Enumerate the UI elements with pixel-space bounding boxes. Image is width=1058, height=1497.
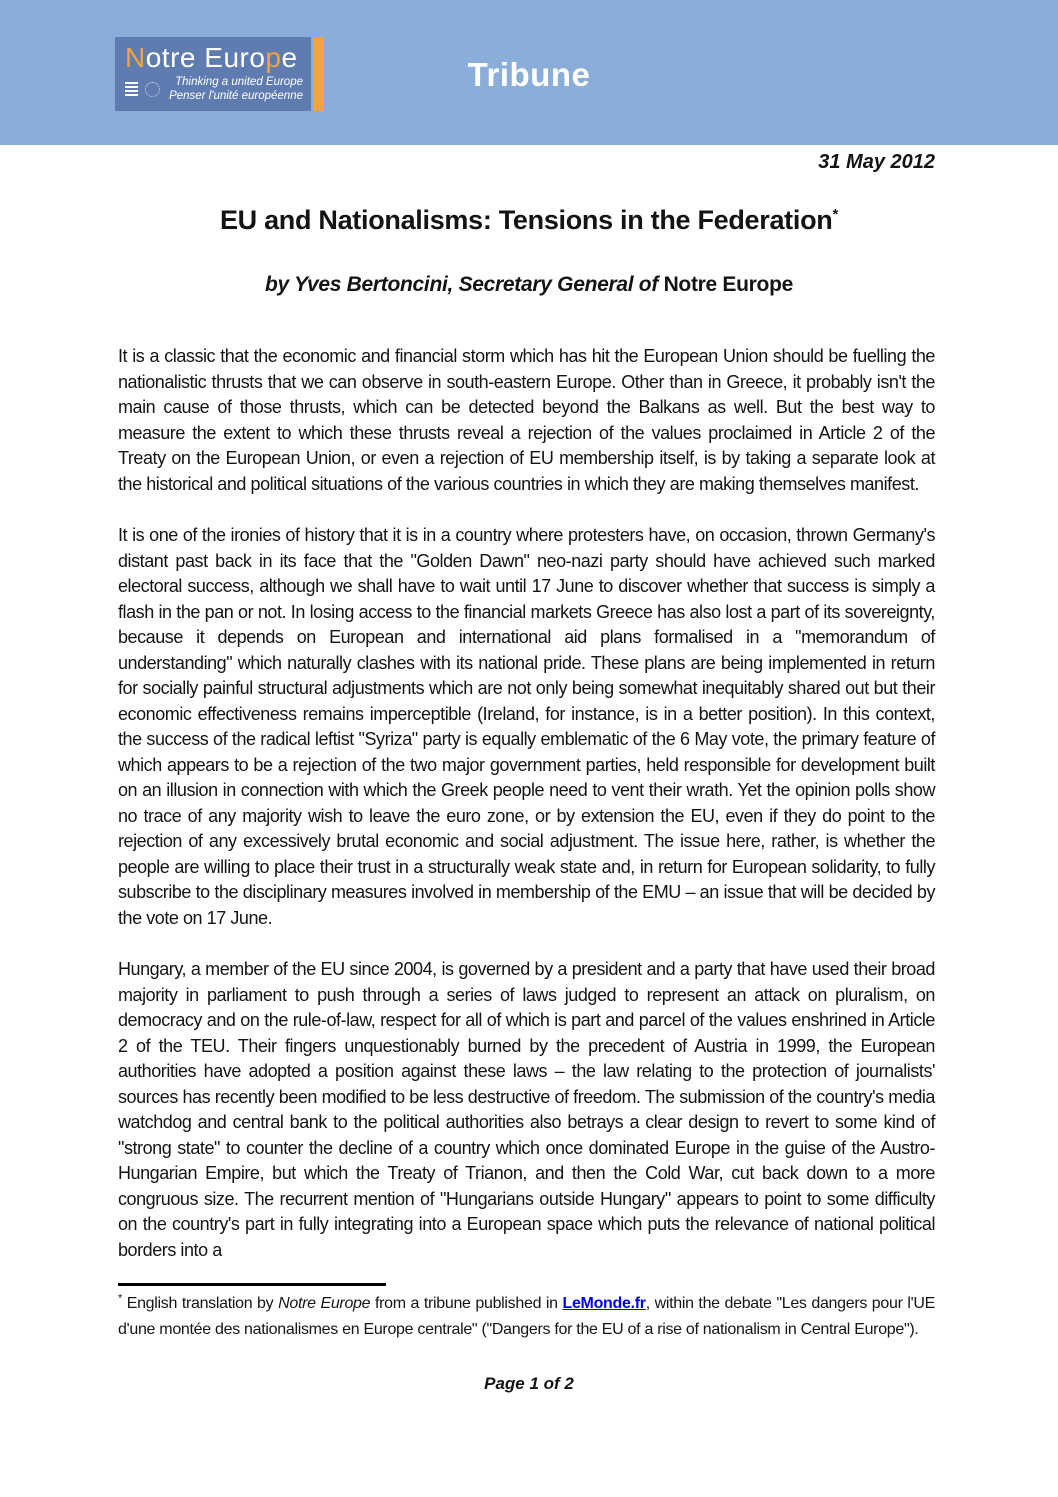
- footnote-text-1: English translation by: [121, 1295, 279, 1312]
- footnote: [118, 1291, 935, 1343]
- paragraph-3: Hungary, a member of the EU since 2004, is governed by a president and a party that have used their broad majority in parliament to push through a series of laws judged to represent an attack on pluralism, on democracy and on the rule-of-law, respect for all of which is part and parcel of the values enshrined in Article 2 of the TEU. Their fingers unquestionably burned by the precedent of Austria in 1999, the European authorities have adopted a position against these laws – the law relating to the protection of journalists' sources has recently been modified to be less destructive of freedom. The submission of the country's media watchdog and central bank to the political authorities also betrays a clear design to revert to some kind of "strong state" to counter the decline of a country which once dominated Europe in the guise of the Austro-Hungarian Empire, but which the Treaty of Trianon, and then the Cold War, cut back down to a more congruous size. The recurrent mention of "Hungarians outside Hungary" appears to point to some difficulty on the country's part in fully integrating into a European space which puts the relevance of national political borders into a: [118, 959, 935, 1260]
- footnote-separator: [118, 1283, 386, 1286]
- logo-brand-end: e: [281, 42, 298, 73]
- footnote-organization: Notre Europe: [278, 1295, 371, 1312]
- page-number: Page 1 of 2: [484, 1374, 574, 1393]
- title-footnote-mark: *: [832, 206, 839, 223]
- footnote-text-3: , within the debate "Les dangers pour l'UE d'une montée des nationalismes en Europe centrale" ("Dangers for the EU of a rise of nationalism in Central Europe").: [118, 1295, 935, 1338]
- date-line: 31 May 2012: [818, 151, 935, 173]
- footnote-area: [118, 1283, 935, 1343]
- logo-tagline-fr: Penser l'unité européenne: [169, 90, 303, 102]
- article-body: [118, 344, 935, 1289]
- footnote-mark: *: [118, 1292, 122, 1305]
- header-banner: [0, 0, 1058, 145]
- lemonde-link[interactable]: LeMonde.fr: [562, 1295, 646, 1312]
- article-title: [0, 205, 1058, 236]
- byline: [0, 273, 1058, 297]
- paragraph-2: It is one of the ironies of history that it is in a country where protesters have, on occasion, thrown Germany's distant past back in its face that the "Golden Dawn" neo-nazi party should have achieved such marked electoral success, although we shall have to wait until 17 June to discover whether that success is simply a flash in the pan or not. In losing access to the financial markets Greece has also lost a part of its sovereignty, because it depends on European and international aid plans formalised in a "memorandum of understanding" which naturally clashes with its national pride. These plans are being implemented in return for socially painful structural adjustments which are not only being somewhat inequitably shared out but their economic effectiveness remains imperceptible (Ireland, for instance, is in a better position). In this context, the success of the radical leftist "Syriza" party is equally emblematic of the 6 May vote, the primary feature of which appears to be a rejection of the two major government parties, held responsible for development built on an illusion in connection with which the Greek people need to vent their wrath. Yet the opinion polls show no trace of any majority wish to leave the euro zone, or by extension the EU, even if they do point to the rejection of any excessively brutal economic and social adjustment. The issue here, rather, is whether the people are willing to place their trust in a structurally weak state and, in return for European solidarity, to fully subscribe to the disciplinary measures involved in membership of the EMU – an issue that will be decided by the vote on 17 June.: [118, 525, 935, 928]
- article-title-text: EU and Nationalisms: Tensions in the Federation: [219, 205, 833, 235]
- logo-letter-p: p: [265, 42, 282, 73]
- logo-brand-mid: otre Euro: [145, 42, 266, 73]
- logo-tagline-en: Thinking a united Europe: [175, 76, 303, 88]
- logo-letter-n: N: [125, 42, 146, 73]
- byline-organization: Notre Europe: [663, 273, 793, 296]
- footnote-text-2: from a tribune published in: [370, 1295, 563, 1312]
- paragraph-1: It is a classic that the economic and financial storm which has hit the European Union should be fuelling the nationalistic thrusts that we can observe in south-eastern Europe. Other than in Greece, it probably isn't the main cause of those thrusts, which can be detected beyond the Balkans as well. But the best way to measure the extent to which these thrusts reveal a rejection of the values proclaimed in Article 2 of the Treaty on the European Union, or even a rejection of EU membership itself, is by taking a separate look at the historical and political situations of the various countries in which they are making themselves manifest.: [118, 346, 935, 494]
- byline-italic-part: by Yves Bertoncini, Secretary General of: [265, 273, 664, 296]
- banner-title: Tribune: [467, 56, 591, 93]
